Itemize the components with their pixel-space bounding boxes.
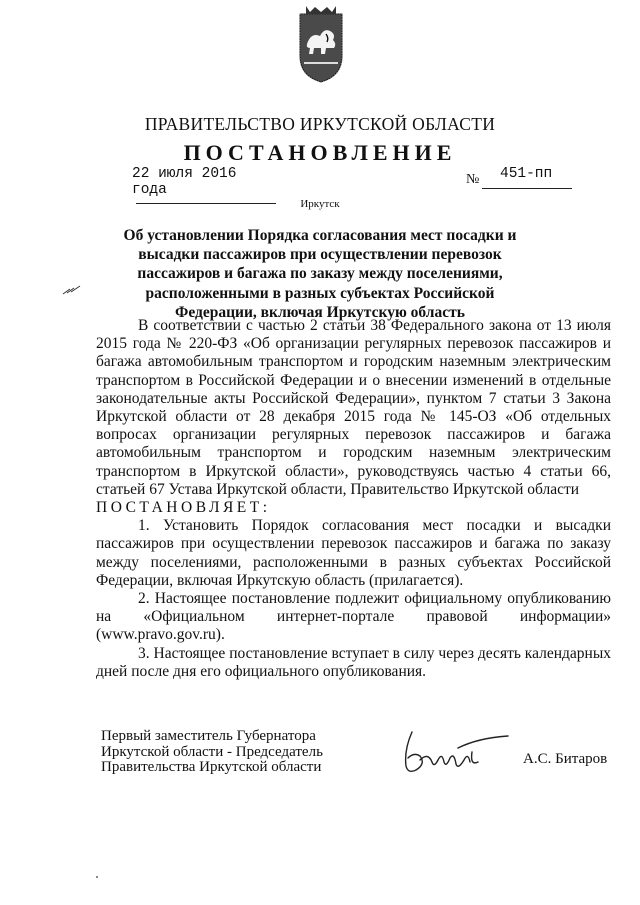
number-underline bbox=[482, 188, 572, 189]
city-name: Иркутск bbox=[300, 198, 340, 210]
scan-speck bbox=[96, 876, 98, 878]
item-2-paragraph: 2. Настоящее постановление подлежит официальному опубликованию на «Официальном интернет-портале правовой информации» (www.pravo.gov.ru). bbox=[96, 590, 611, 644]
document-subject: Об установлении Порядка согласования мест посадки и высадки пассажиров при осуществлении перевозок пассажиров и багажа по заказу между поселениями, расположенными в разных субъектах Российской Федерации, включая Иркутскую область bbox=[123, 227, 517, 321]
position-line-1: Первый заместитель Губернатора bbox=[101, 728, 316, 744]
position-line-2: Иркутской области - Председатель bbox=[101, 743, 323, 760]
resolves-heading: ПОСТАНОВЛЯЕТ: bbox=[96, 499, 271, 517]
handwritten-signature bbox=[398, 722, 518, 782]
government-title: ПРАВИТЕЛЬСТВО ИРКУТСКОЙ ОБЛАСТИ bbox=[144, 114, 496, 134]
document-body bbox=[96, 317, 611, 681]
number-sign: № bbox=[466, 172, 480, 187]
date-value: 22 июля 2016 года bbox=[132, 166, 237, 198]
coat-of-arms-icon bbox=[296, 4, 346, 84]
signatory-position bbox=[101, 729, 323, 776]
margin-pen-mark bbox=[62, 284, 82, 296]
document-type-title: ПОСТАНОВЛЕНИЕ bbox=[183, 140, 457, 165]
signatory-name: А.С. Битаров bbox=[523, 751, 608, 767]
item-3-paragraph: 3. Настоящее постановление вступает в силу через десять календарных дней после дня его официального опубликования. bbox=[96, 644, 611, 680]
number-value: 451-пп bbox=[500, 166, 553, 182]
item-1-paragraph: 1. Установить Порядок согласования мест посадки и высадки пассажиров при осуществлении перевозок пассажиров и багажа по заказу между поселениями, расположенными в разных субъектах Российской Федерации, включая Иркутскую область (прилагается). bbox=[96, 517, 611, 589]
preamble-paragraph: В соответствии с частью 2 статьи 38 Федерального закона от 13 июля 2015 года № 220-ФЗ «Об организации регулярных перевозок пассажиров и багажа автомобильным транспортом и городским наземным электрическим транспортом в Российской Федерации и о внесении изменений в отдельные законодательные акты Российской Федерации», пунктом 7 статьи 3 Закона Иркутской области от 28 декабря 2015 года № 145-ОЗ «Об отдельных вопросах организации регулярных перевозок пассажиров и багажа автомобильным транспортом и городским наземным электрическим транспортом в Иркутской области», руководствуясь частью 4 статьи 66, статьей 67 Устава Иркутской области, Правительство Иркутской области bbox=[96, 317, 611, 498]
position-line-3: Правительства Иркутской области bbox=[101, 759, 322, 775]
